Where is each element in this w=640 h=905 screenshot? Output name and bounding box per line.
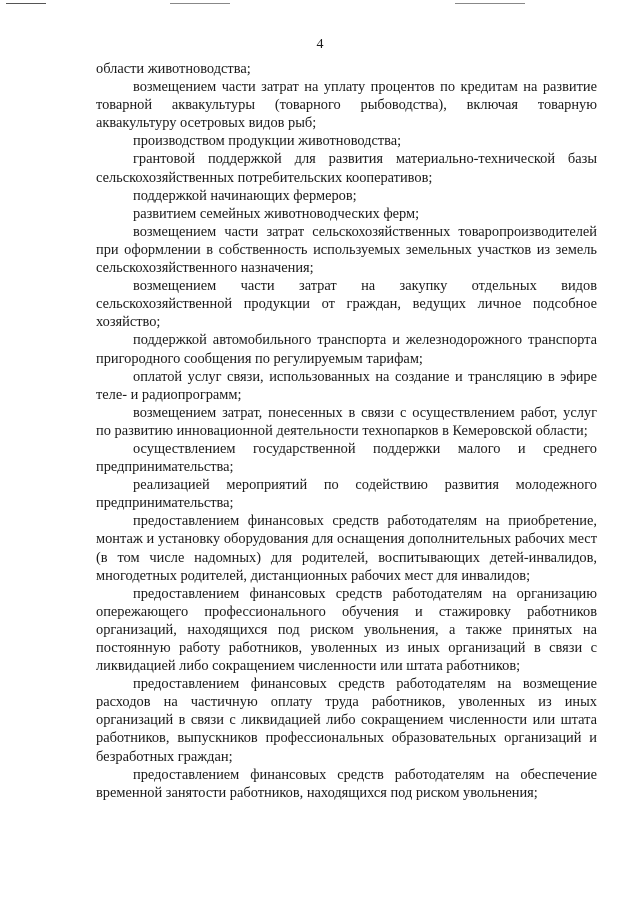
paragraph: реализацией мероприятий по содействию развития молодежного предпринимательства; [96,477,597,512]
paragraph: возмещением части затрат на закупку отдельных видов сельскохозяйственной продукции от граждан, ведущих личное подсобное хозяйство; [96,278,597,331]
paragraph: грантовой поддержкой для развития материально-технической базы сельскохозяйственных потребительских кооперативов; [96,151,597,186]
paragraph: предоставлением финансовых средств работодателям на организацию опережающего профессионального обучения и стажировку работников организаций, находящихся под риском увольнения, а также принятых на постоянную работу работников, уволенных из иных организаций в связи с ликвидацией либо сокращением численности или штата работников; [96,585,597,675]
document-body [96,60,597,802]
paragraph: развитием семейных животноводческих ферм; [133,205,420,222]
paragraph: осуществлением государственной поддержки малого и среднего предпринимательства; [96,440,597,476]
paragraph: возмещением затрат, понесенных в связи с осуществлением работ, услуг по развитию инновационной деятельности технопарков в Кемеровской области; [96,404,597,439]
paragraph: поддержкой начинающих фермеров; [133,187,357,204]
paragraph: предоставлением финансовых средств работодателям на возмещение расходов на частичную оплату труда работников, уволенных из иных организаций в связи с ликвидацией либо сокращением численности или штата работников, выпускников профессиональных образовательных организаций и безработных граждан; [96,676,597,765]
paragraph: возмещением части затрат на уплату процентов по кредитам на развитие товарной аквакультуры (товарного рыбоводства), включая товарную аквакультуру осетровых видов рыб; [96,79,597,132]
page-number: 4 [316,37,324,52]
scan-artifact-line-left [6,3,46,4]
paragraph: оплатой услуг связи, использованных на создание и трансляцию в эфире теле- и радиопрограмм; [96,368,597,403]
paragraph: предоставлением финансовых средств работодателям на приобретение, монтаж и установку оборудования для оснащения дополнительных рабочих мест (в том числе надомных) для родителей, воспитывающих детей-инвалидов, многодетных родителей, дистанционных рабочих мест для инвалидов; [96,513,597,584]
paragraph: области животноводства; [96,61,251,77]
paragraph: производством продукции животноводства; [133,133,402,150]
paragraph: возмещением части затрат сельскохозяйственных товаропроизводителей при оформлении в собственность используемых земельных участков из земель сельскохозяйственного назначения; [96,223,597,277]
scan-artifact-line-right [455,3,525,4]
paragraph: поддержкой автомобильного транспорта и железнодорожного транспорта пригородного сообщения по регулируемым тарифам; [96,332,597,367]
scan-artifact-line-middle [170,3,230,4]
paragraph: предоставлением финансовых средств работодателям на обеспечение временной занятости работников, находящихся под риском увольнения; [96,766,597,801]
